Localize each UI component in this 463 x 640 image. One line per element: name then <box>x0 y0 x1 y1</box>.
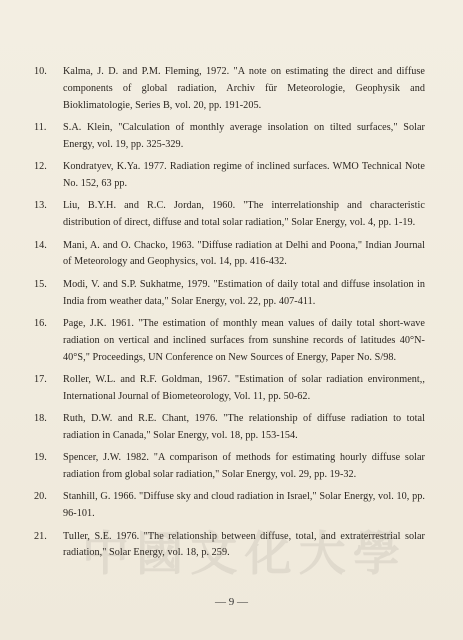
reference-item <box>0 120 463 154</box>
reference-item <box>0 529 463 563</box>
watermark-char: 國 <box>136 526 186 582</box>
reference-number: 14. <box>34 239 47 251</box>
reference-number: 19. <box>34 452 47 464</box>
watermark-char: 大 <box>298 526 348 582</box>
reference-number: 11. <box>34 121 47 133</box>
reference-text: Stanhill, G. 1966. "Diffuse sky and cloud radiation in Israel," Solar Energy, vol. 10, pp. 96-101. <box>63 491 425 520</box>
reference-number: 17. <box>34 373 47 385</box>
reference-item <box>0 411 463 445</box>
reference-text: Ruth, D.W. and R.E. Chant, 1976. "The relationship of diffuse radiation to total radiation in Canada," Solar Energy, vol. 18, pp. 153-154. <box>63 413 425 441</box>
reference-item <box>0 372 463 406</box>
reference-text: Liu, B.Y.H. and R.C. Jordan, 1960. "The interrelationship and characteristic distribution of direct, diffuse and total solar radiation," Solar Energy, vol. 4, pp. 1-19. <box>63 200 425 229</box>
reference-item <box>0 64 463 114</box>
reference-item <box>0 489 463 523</box>
reference-number: 12. <box>34 161 47 173</box>
watermark-char: 文 <box>190 526 240 582</box>
watermark-char: 學 <box>352 526 402 582</box>
reference-list <box>0 64 463 568</box>
reference-text: Kondratyev, K.Ya. 1977. Radiation regime of inclined surfaces. WMO Technical Note No. 152, 63 pp. <box>63 161 425 189</box>
reference-text: Kalma, J. D. and P.M. Fleming, 1972. "A note on estimating the direct and diffuse components of global radiation, Archiv für Meteorologie, Geophysik and Bioklimatologie, Series B, vol. 20, pp. 191-205. <box>63 66 425 111</box>
reference-text: Spencer, J.W. 1982. "A comparison of methods for estimating hourly diffuse solar radiation from global solar radiation," Solar Energy, vol. 29, pp. 19-32. <box>63 452 425 481</box>
reference-text: Modi, V. and S.P. Sukhatme, 1979. "Estimation of daily total and diffuse insolation in India from weather data," Solar Energy, vol. 22, pp. 407-411. <box>63 278 425 307</box>
reference-number: 21. <box>34 530 47 542</box>
reference-number: 20. <box>34 491 47 503</box>
reference-text: S.A. Klein, "Calculation of monthly average insolation on tilted surfaces," Solar Energy, vol. 19, pp. 325-329. <box>63 121 425 150</box>
reference-item <box>0 450 463 484</box>
reference-number: 18. <box>34 413 47 425</box>
reference-number: 13. <box>34 200 47 212</box>
reference-text: Page, J.K. 1961. "The estimation of monthly mean values of daily total short-wave radiation on vertical and inclined surfaces from sunshine records of latitudes 40°N-40°S," Proceedings, UN Conference on New Sources of Energy, Paper No. S/98. <box>63 317 425 363</box>
reference-item <box>0 159 463 193</box>
reference-item <box>0 198 463 232</box>
watermark-char: 中 <box>82 526 131 582</box>
reference-number: 16. <box>34 317 47 329</box>
reference-number: 10. <box>34 66 47 77</box>
reference-item <box>0 316 463 366</box>
reference-text: Tuller, S.E. 1976. "The relationship between diffuse, total, and extraterrestrial solar radiation," Solar Energy, vol. 18, p. 259. <box>63 530 425 559</box>
reference-item <box>0 277 463 311</box>
reference-text: Roller, W.L. and R.F. Goldman, 1967. "Estimation of solar radiation environment,, International Journal of Biometeorology, Vol. 11, pp. 50-62. <box>63 373 425 402</box>
reference-number: 15. <box>34 278 47 290</box>
reference-item <box>0 238 463 272</box>
page-number: — 9 — <box>215 596 248 608</box>
reference-text: Mani, A. and O. Chacko, 1963. "Diffuse radiation at Delhi and Poona," Indian Journal of Meteorology and Geophysics, vol. 14, pp. 416-432. <box>63 239 425 268</box>
watermark-char: 化 <box>244 526 294 582</box>
